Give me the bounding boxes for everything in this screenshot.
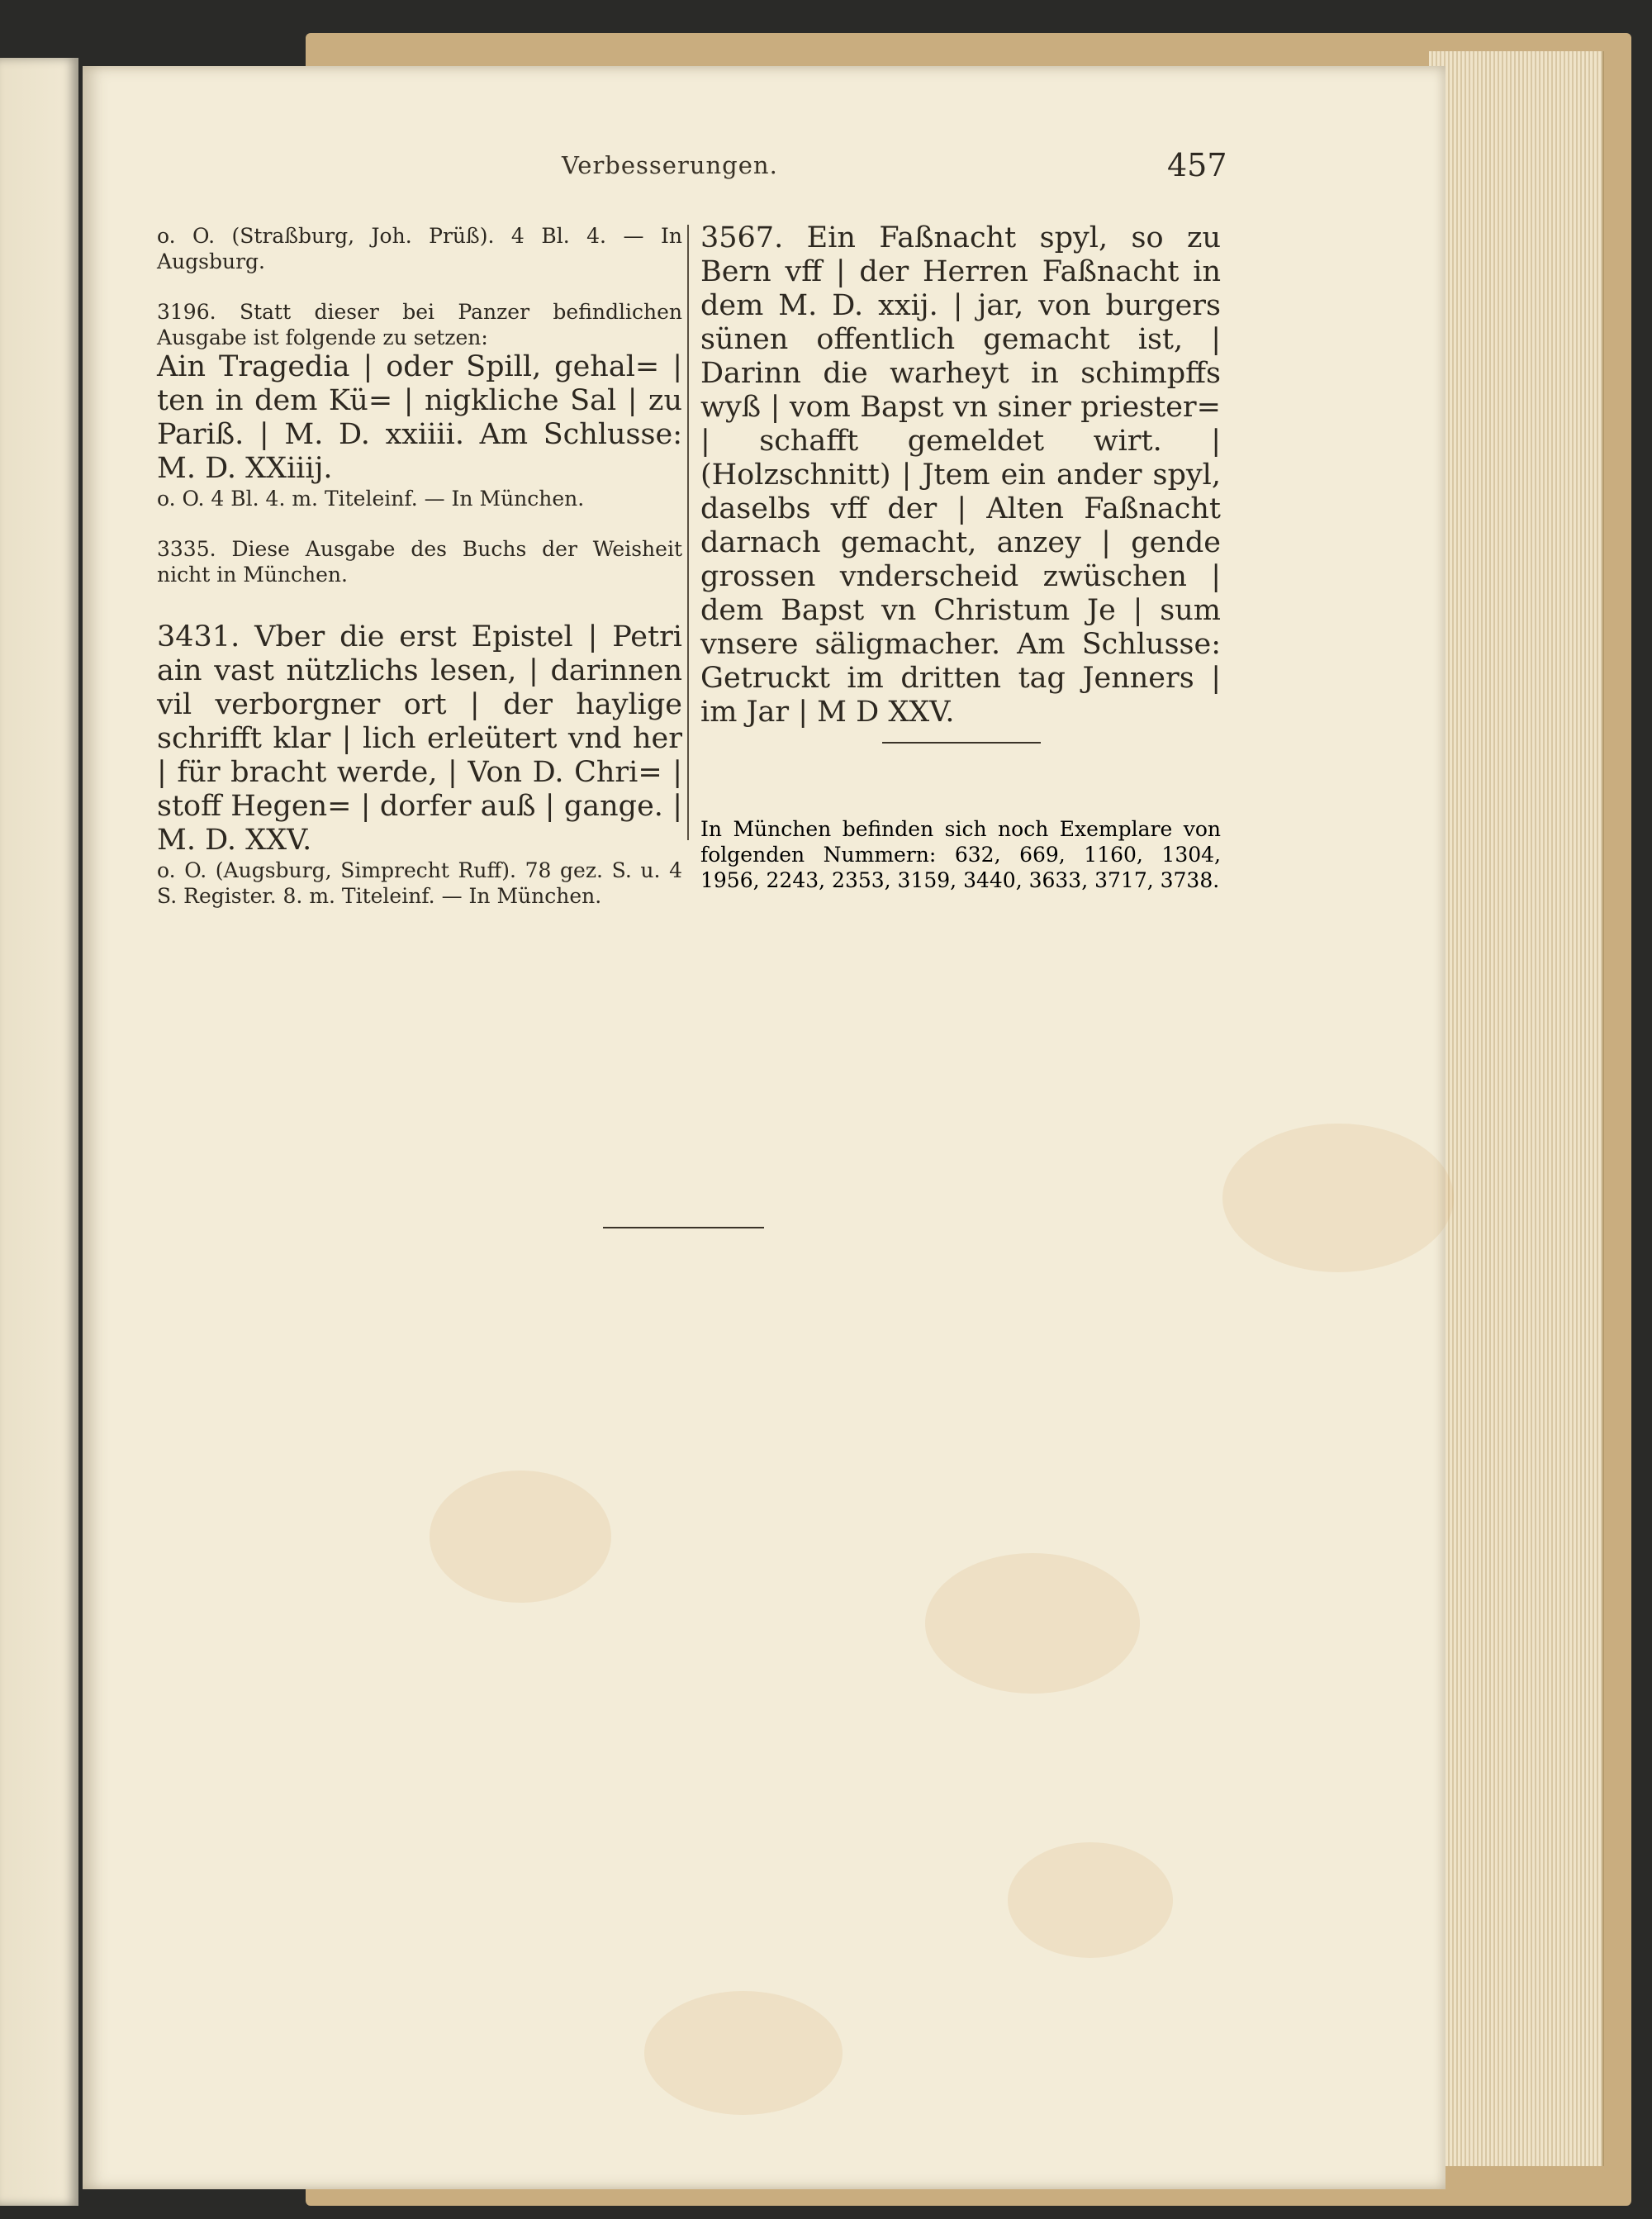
running-head: Verbesserungen. xyxy=(562,151,778,179)
page-number: 457 xyxy=(1167,147,1227,183)
paper-stain xyxy=(644,1991,843,2115)
section-rule xyxy=(882,742,1041,744)
paper-stain xyxy=(925,1553,1140,1694)
holdings-note-text: In München befinden sich noch Exemplare von folgenden Nummern: 632, 669, 1160, 1304, 1956, 2243, 2353, 3159, 3440, 3633, 3717, 3738. xyxy=(700,817,1221,892)
end-rule xyxy=(603,1227,764,1228)
previous-page-edge xyxy=(0,58,78,2206)
paper-stain xyxy=(430,1471,611,1603)
paper-stain xyxy=(1222,1124,1454,1272)
entry-line: o. O. (Straßburg, Joh. Prüß). 4 Bl. 4. — In Augsburg. xyxy=(157,224,682,273)
entry-3196-title: Ain Tragedia | oder Spill, gehal= | ten in dem Kü= | nigkliche Sal | zu Pariß. | M. D. xxiiii. Am Schlusse: M. D. XXiiij. xyxy=(157,350,682,485)
left-column xyxy=(157,223,682,909)
entry-3431-title: 3431. Vber die erst Epistel | Petri ain vast nützlichs lesen, | darinnen vil verborgner ort | der haylige schrifft klar | lich erleütert vnd her | für bracht werde, | Von D. Chri= | stoff Hegen= | dorfer auß | gange. | M. D. XXV. xyxy=(157,620,682,857)
entry-3335: 3335. Diese Ausgabe des Buchs der Weisheit nicht in München. xyxy=(157,537,682,587)
paper-stain xyxy=(1008,1842,1173,1958)
column-divider xyxy=(687,225,689,840)
entry-3431-imprint: o. O. (Augsburg, Simprecht Ruff). 78 gez. S. u. 4 S. Register. 8. m. Titeleinf. — In München. xyxy=(157,858,682,908)
right-column xyxy=(700,221,1221,729)
entry-3196-imprint: o. O. 4 Bl. 4. m. Titeleinf. — In München. xyxy=(157,487,585,511)
entry-3196-intro: 3196. Statt dieser bei Panzer befindlichen Ausgabe ist folgende zu setzen: xyxy=(157,300,682,349)
holdings-note xyxy=(700,816,1221,893)
entry-3567: 3567. Ein Faßnacht spyl, so zu Bern vff | der Herren Faßnacht in dem M. D. xxij. | jar, von burgers sünen offentlich gemacht ist, | Darinn die warheyt in schimpffs wyß | vom Bapst vn siner priester= | schafft gemeldet wirt. | (Holzschnitt) | Jtem ein ander spyl, daselbs vff der | Alten Faßnacht darnach gemacht, anzey | gende grossen vnderscheid zwüschen | dem Bapst vn Christum Je | sum vnsere säligmacher. Am Schlusse: Getruckt im dritten tag Jenners | im Jar | M D XXV. xyxy=(700,221,1221,729)
page-edges xyxy=(1429,51,1604,2166)
